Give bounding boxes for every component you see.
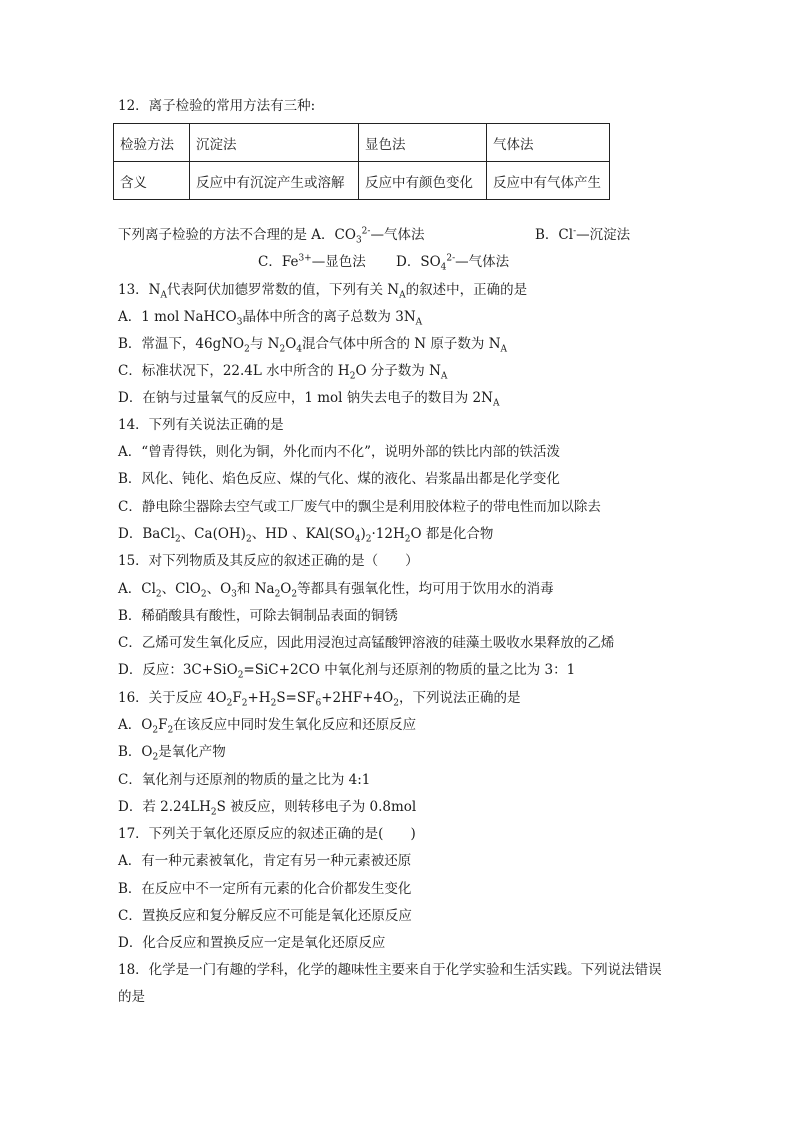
text: 晶体中所含的离子总数为 3N bbox=[242, 309, 416, 325]
table-cell: 反应中有气体产生 bbox=[487, 162, 610, 200]
q16-option-d bbox=[118, 798, 416, 816]
text: 混合气体中所含的 N 原子数为 N bbox=[302, 336, 501, 352]
text: +H bbox=[247, 690, 271, 706]
q12-optA-tail: —气体法 bbox=[370, 227, 425, 243]
q12-optD-pre: D．SO bbox=[396, 254, 441, 270]
q15-title: 15．对下列物质及其反应的叙述正确的是（ ） bbox=[118, 553, 419, 569]
q12-option-b bbox=[535, 226, 630, 244]
text: A．Cl bbox=[118, 581, 156, 597]
q13-title bbox=[118, 281, 527, 299]
q12-optC-pre: C．Fe bbox=[258, 254, 299, 270]
sub: 2 bbox=[167, 725, 174, 736]
q12-optB-tail: —沉淀法 bbox=[576, 227, 631, 243]
text: 16．关于反应 4O bbox=[118, 690, 227, 706]
sub: 3 bbox=[236, 317, 243, 328]
sub: 2 bbox=[241, 698, 248, 709]
sub: A bbox=[440, 371, 448, 382]
sub: 2 bbox=[226, 698, 233, 709]
q13-option-a bbox=[118, 308, 422, 326]
sub: 2 bbox=[152, 725, 159, 736]
text: O bbox=[280, 581, 292, 597]
text: 是氧化产物 bbox=[158, 744, 226, 760]
q12-stem-text: 下列离子检验的方法不合理的是 A．CO bbox=[118, 227, 356, 243]
q12-optB-pre: B．Cl bbox=[535, 227, 574, 243]
text: D．反应：3C+SiO bbox=[118, 662, 238, 678]
q17-option-b: B．在反应中不一定所有元素的化合价都发生变化 bbox=[118, 881, 412, 897]
text: ，下列说法正确的是 bbox=[398, 690, 521, 706]
text: =SiC+2CO 中氧化剂与还原剂的物质的量之比为 3：1 bbox=[243, 662, 576, 678]
q15-option-b: B．稀硝酸具有酸性，可除去铜制品表面的铜锈 bbox=[118, 608, 398, 624]
sub: 2 bbox=[291, 589, 298, 600]
text: +2HF+4O bbox=[321, 690, 394, 706]
sub: 2 bbox=[200, 589, 207, 600]
table-header-row bbox=[114, 124, 610, 162]
text: F bbox=[232, 690, 242, 706]
q17-option-c: C．置换反应和复分解反应不可能是氧化还原反应 bbox=[118, 908, 412, 924]
text: 等都具有强氧化性，均可用于饮用水的消毒 bbox=[297, 581, 554, 597]
sub: A bbox=[415, 317, 423, 328]
text: 的叙述中，正确的是 bbox=[405, 282, 528, 298]
text: S 被反应，则转移电子为 0.8mol bbox=[216, 799, 417, 815]
q15-option-d bbox=[118, 661, 575, 679]
q17-option-a: A．有一种元素被氧化，肯定有另一种元素被还原 bbox=[118, 853, 412, 869]
q12-title: 12．离子检验的常用方法有三种: bbox=[118, 98, 316, 114]
sub: 2 bbox=[244, 344, 250, 355]
text: ·12H bbox=[371, 526, 405, 542]
q14-option-d bbox=[118, 525, 493, 543]
sub: A bbox=[399, 290, 406, 301]
sub: 6 bbox=[315, 698, 322, 709]
table-row bbox=[114, 162, 610, 200]
q18-title-line1: 18．化学是一门有趣的学科，化学的趣味性主要来自于化学实验和生活实践。下列说法错误 bbox=[118, 962, 662, 978]
text: 、HD 、KAl(SO bbox=[251, 526, 355, 542]
q12-optC-sup: 3+ bbox=[298, 253, 312, 264]
q12-optB-sup: - bbox=[573, 226, 577, 237]
text: ) bbox=[360, 526, 366, 542]
q17-option-d: D．化合反应和置换反应一定是氧化还原反应 bbox=[118, 935, 386, 951]
ion-test-method-table bbox=[113, 123, 610, 200]
sub: 3 bbox=[231, 589, 237, 600]
q14-option-c: C．静电除尘器除去空气或工厂废气中的飘尘是利用胶体粒子的带电性而加以除去 bbox=[118, 499, 601, 515]
sub: 2 bbox=[404, 534, 411, 545]
sub: 2 bbox=[174, 534, 181, 545]
q15-option-c: C．乙烯可发生氧化反应，因此用浸泡过高锰酸钾溶液的硅藻土吸收水果释放的乙烯 bbox=[118, 635, 615, 651]
text: O 分子数为 N bbox=[355, 363, 441, 379]
sub: 2 bbox=[237, 670, 244, 681]
sub: 2 bbox=[152, 752, 159, 763]
q12-optD-sub: 4 bbox=[440, 262, 447, 273]
text: 代表阿伏加德罗常数的值，下列有关 N bbox=[167, 282, 400, 298]
text: S=SF bbox=[276, 690, 316, 706]
sub: 2 bbox=[155, 589, 162, 600]
q12-option-d bbox=[396, 253, 509, 271]
text: 在该反应中同时发生氧化反应和还原反应 bbox=[173, 717, 417, 733]
q12-optC-tail: —显色法 bbox=[311, 254, 366, 270]
text: 和 Na bbox=[236, 581, 275, 597]
table-cell: 气体法 bbox=[487, 124, 610, 162]
sub: 2 bbox=[245, 534, 252, 545]
sub: 4 bbox=[354, 534, 361, 545]
sub: A bbox=[500, 344, 508, 355]
sub: 4 bbox=[296, 344, 303, 355]
table-cell: 检验方法 bbox=[114, 124, 190, 162]
q12-optD-sup: 2- bbox=[446, 253, 456, 264]
sub: 2 bbox=[349, 371, 356, 382]
table-cell: 反应中有沉淀产生或溶解 bbox=[190, 162, 359, 200]
q16-title bbox=[118, 689, 520, 707]
q13-option-c bbox=[118, 362, 447, 380]
text: 、ClO bbox=[161, 581, 201, 597]
text: D．在钠与过量氧气的反应中，1 mol 钠失去电子的数目为 2N bbox=[118, 390, 493, 406]
text: 与 N bbox=[249, 336, 280, 352]
table-cell: 显色法 bbox=[359, 124, 487, 162]
text: F bbox=[158, 717, 168, 733]
text: B．O bbox=[118, 744, 153, 760]
q13-option-d bbox=[118, 389, 499, 407]
q12-optD-tail: —气体法 bbox=[455, 254, 510, 270]
text: D．BaCl bbox=[118, 526, 175, 542]
text: A．1 mol NaHCO bbox=[118, 309, 237, 325]
q12-stem bbox=[118, 226, 424, 244]
text: B．常温下，46gNO bbox=[118, 336, 245, 352]
q15-option-a bbox=[118, 580, 554, 598]
text: 、Ca(OH) bbox=[180, 526, 246, 542]
sub: A bbox=[492, 398, 500, 409]
table-cell: 沉淀法 bbox=[190, 124, 359, 162]
text: A．O bbox=[118, 717, 153, 733]
text: 、O bbox=[206, 581, 232, 597]
q14-option-a: A．“曾青得铁，则化为铜，外化而内不化”，说明外部的铁比内部的铁活泼 bbox=[118, 444, 561, 460]
q14-option-b: B．风化、钝化、焰色反应、煤的气化、煤的液化、岩浆晶出都是化学变化 bbox=[118, 471, 560, 487]
q16-option-a bbox=[118, 716, 416, 734]
q12-optA-sup: 2- bbox=[361, 226, 371, 237]
q17-title: 17．下列关于氧化还原反应的叙述正确的是( ) bbox=[118, 826, 416, 842]
text: O bbox=[285, 336, 297, 352]
sub: 2 bbox=[210, 807, 217, 818]
sub: 2 bbox=[270, 698, 277, 709]
text: C．标准状况下，22.4L 水中所含的 H bbox=[118, 363, 350, 379]
table-cell: 含义 bbox=[114, 162, 190, 200]
text: O 都是化合物 bbox=[410, 526, 494, 542]
q16-option-c: C．氧化剂与还原剂的物质的量之比为 4:1 bbox=[118, 772, 371, 788]
q13-option-b bbox=[118, 335, 507, 353]
q12-optA-sub: 3 bbox=[355, 235, 362, 246]
text: D．若 2.24LH bbox=[118, 799, 211, 815]
sub: 2 bbox=[279, 344, 286, 355]
sub: A bbox=[160, 290, 167, 301]
q14-title: 14．下列有关说法正确的是 bbox=[118, 417, 284, 433]
q16-option-b bbox=[118, 743, 226, 761]
text: 13．N bbox=[118, 282, 161, 298]
sub: 2 bbox=[365, 534, 372, 545]
q12-option-c bbox=[258, 253, 366, 271]
q18-title-line2: 的是 bbox=[118, 989, 145, 1005]
table-cell: 反应中有颜色变化 bbox=[359, 162, 487, 200]
sub: 2 bbox=[274, 589, 281, 600]
sub: 2 bbox=[393, 698, 399, 709]
